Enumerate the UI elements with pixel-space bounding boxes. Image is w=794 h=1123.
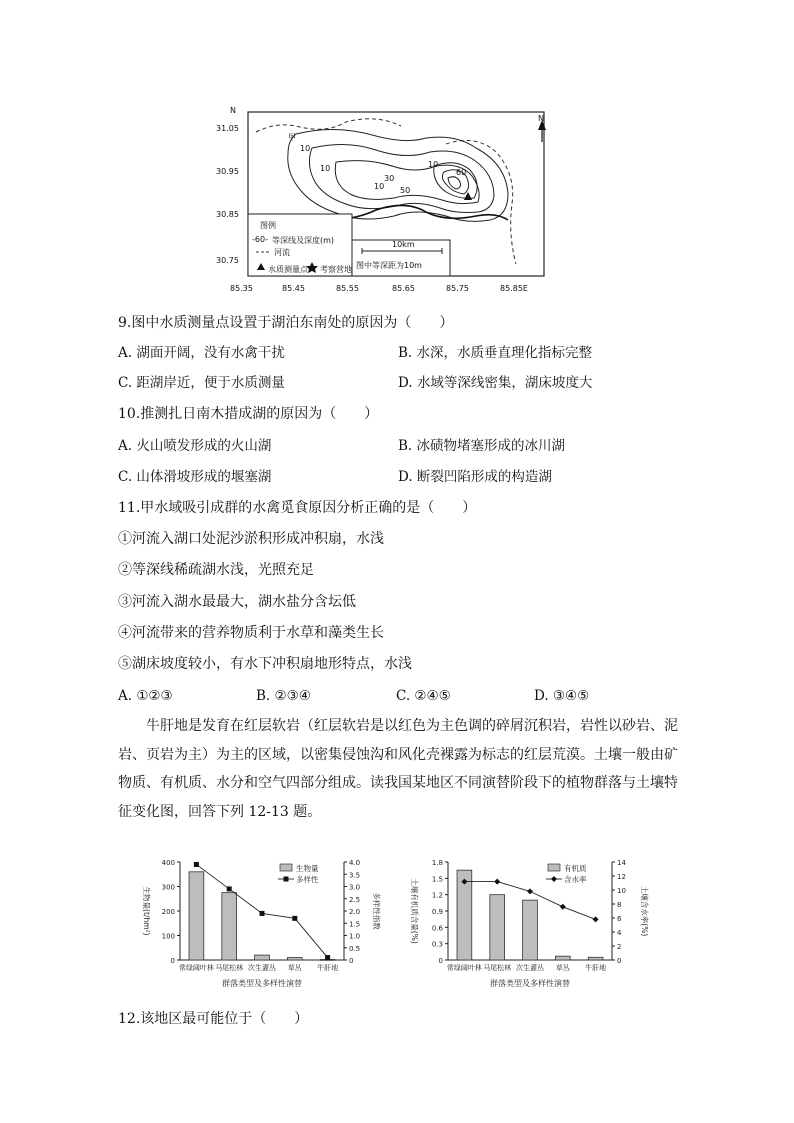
question-10-option-b[interactable]: B. 冰碛物堵塞形成的冰川湖 <box>398 438 566 454</box>
y-tick-label: 0.6 <box>431 924 443 933</box>
contour-label: 10 <box>374 182 385 191</box>
contour-label: 60 <box>456 168 467 177</box>
question-11-statement: ①河流入湖口处泥沙淤积形成冲积扇，水浅 <box>118 531 384 547</box>
contour-label: 10 <box>300 144 311 153</box>
question-11-option-b[interactable]: B. ②③④ <box>256 688 311 704</box>
question-9-option-b[interactable]: B. 水深，水质垂直理化指标完整 <box>398 345 593 361</box>
question-9-option-a[interactable]: A. 湖面开阔，没有水禽干扰 <box>118 345 285 361</box>
point-多样性 <box>227 886 232 891</box>
bar-有机质 <box>523 900 538 960</box>
lat-tick: 30.95 <box>216 167 239 176</box>
category-label: 次生灌丛 <box>516 964 544 972</box>
y2-tick-label: 3.5 <box>349 871 361 880</box>
question-11-statement: ③河流入湖水最最大，湖水盐分含坛低 <box>118 594 356 610</box>
y-tick-label: 1.2 <box>431 891 443 900</box>
category-label: 常绿阔叶林 <box>446 964 482 972</box>
y2-tick-label: 2.5 <box>349 895 361 904</box>
point-含水率 <box>593 916 599 922</box>
y-tick-label: 0 <box>170 957 175 965</box>
legend-bar-label: 有机质 <box>564 864 587 873</box>
question-11-statement: ②等深线稀疏湖水浅，光照充足 <box>118 562 314 578</box>
lon-tick: 85.65 <box>392 284 415 293</box>
y2-tick-label: 10 <box>617 887 626 895</box>
question-11-option-c[interactable]: C. ②④⑤ <box>396 688 451 704</box>
y-tick-label: 0.9 <box>431 908 443 916</box>
y-axis-label: 土壤有机质含量(%) <box>410 878 419 944</box>
y2-axis-label: 多样性指数 <box>372 892 381 930</box>
legend-title: 图例 <box>260 221 276 230</box>
category-label: 牛肝地 <box>585 964 607 972</box>
question-9-stem: 9.图中水质测量点设置于湖泊东南处的原因为（ ） <box>118 315 454 331</box>
y2-tick-label: 6 <box>617 915 622 923</box>
contour-label: 50 <box>400 186 411 195</box>
legend-site: 考察营地 <box>320 265 352 274</box>
question-9-option-c[interactable]: C. 距湖岸近，便于水质测量 <box>118 375 285 391</box>
lat-tick: 30.75 <box>216 256 239 265</box>
contour-label: 10 <box>320 164 331 173</box>
category-label: 次生灌丛 <box>248 964 276 972</box>
scale-label: 10km <box>392 240 415 249</box>
y2-tick-label: 0.5 <box>349 944 361 953</box>
lon-tick: 85.35 <box>230 284 253 293</box>
question-9-option-d[interactable]: D. 水域等深线密集，湖床坡度大 <box>398 375 593 391</box>
category-label: 草丛 <box>287 964 302 972</box>
point-多样性 <box>260 911 265 916</box>
y2-tick-label: 14 <box>617 859 626 867</box>
point-含水率 <box>527 888 533 894</box>
question-12-stem: 12.该地区最可能位于（ ） <box>118 1011 309 1027</box>
y2-axis-label: 土壤含水率(%) <box>640 885 649 937</box>
question-11-option-a[interactable]: A. ①②③ <box>118 688 173 704</box>
question-10-option-d[interactable]: D. 断裂凹陷形成的构造湖 <box>398 469 552 485</box>
point-含水率 <box>494 879 500 885</box>
legend-bar-swatch <box>280 864 292 871</box>
category-label: 草丛 <box>555 964 570 972</box>
chart-organic-svg <box>398 850 660 998</box>
point-多样性 <box>325 955 330 960</box>
y-axis-label: 生物量(t/hm²) <box>142 886 151 936</box>
chart-biomass-diversity <box>130 850 392 998</box>
bar-生物量 <box>222 893 237 960</box>
question-11-statement: ⑤湖床坡度较小，有水下冲积扇地形特点，水浅 <box>118 656 412 672</box>
chart-biomass-svg <box>130 850 392 998</box>
question-10-option-a[interactable]: A. 火山喷发形成的火山湖 <box>118 438 272 454</box>
x-axis-label: 群落类型及多样性演替 <box>490 979 570 988</box>
y2-tick-label: 2 <box>617 943 622 951</box>
legend-contour: 等深线及深度(m) <box>272 236 335 245</box>
y-tick-label: 1.8 <box>431 859 443 867</box>
legend-line-marker <box>284 877 289 882</box>
y-tick-label: 1.5 <box>431 875 443 884</box>
y-tick-label: 0 <box>438 957 443 965</box>
question-11-option-d[interactable]: D. ③④⑤ <box>534 688 590 704</box>
category-label: 牛肝地 <box>317 964 339 972</box>
y2-tick-label: 4.0 <box>349 859 361 867</box>
point-多样性 <box>194 862 199 867</box>
legend-line-label: 含水率 <box>564 875 587 884</box>
legend-line-marker <box>551 876 557 882</box>
y2-tick-label: 1.5 <box>349 920 361 929</box>
chart-organic-moisture <box>398 850 660 998</box>
y-tick-label: 300 <box>161 883 175 892</box>
question-11-statement: ④河流带来的营养物质利于水草和藻类生长 <box>118 625 384 641</box>
y-tick-label: 400 <box>161 859 175 867</box>
lon-tick: 85.55 <box>336 284 359 293</box>
lon-tick: 85.45 <box>282 284 305 293</box>
point-含水率 <box>560 904 566 910</box>
y2-tick-label: 12 <box>617 873 626 881</box>
bar-有机质 <box>555 956 570 960</box>
legend-bar-swatch <box>548 864 560 871</box>
contour-label: 30 <box>384 174 395 183</box>
contour-label: 10 <box>428 160 439 169</box>
y2-tick-label: 4 <box>617 929 622 937</box>
legend-line-label: 多样性 <box>296 875 319 884</box>
y2-tick-label: 0 <box>617 957 622 965</box>
legend-river: 河流 <box>274 248 290 257</box>
legend-bar-label: 生物量 <box>296 864 319 873</box>
y-tick-label: 0.3 <box>431 940 443 949</box>
category-label: 马尾松林 <box>215 964 244 972</box>
category-label: 马尾松林 <box>483 964 512 972</box>
region-label: 甲 <box>288 133 296 142</box>
legend-contour-sample: -60- <box>252 235 268 244</box>
y2-tick-label: 0 <box>349 957 354 965</box>
category-label: 常绿阔叶林 <box>178 964 214 972</box>
y2-tick-label: 8 <box>617 901 622 909</box>
bar-生物量 <box>255 955 270 960</box>
bar-生物量 <box>287 958 302 960</box>
y-tick-label: 100 <box>161 932 175 941</box>
bar-有机质 <box>588 957 603 960</box>
lake-map-figure <box>216 104 560 300</box>
x-axis-label: 群落类型及多样性演替 <box>222 979 302 988</box>
north-arrow-label: N <box>538 114 544 123</box>
y2-tick-label: 3.0 <box>349 883 361 892</box>
y-tick-label: 200 <box>161 908 175 916</box>
contour-interval-note: 图中等深距为10m <box>356 261 422 270</box>
lat-tick: 30.85 <box>216 210 239 219</box>
bar-有机质 <box>490 895 505 960</box>
y2-tick-label: 2.0 <box>349 908 361 916</box>
question-11-stem: 11.甲水域吸引成群的水禽觅食原因分析正确的是（ ） <box>118 500 477 516</box>
point-多样性 <box>292 916 297 921</box>
passage-paragraph: 牛肝地是发育在红层软岩（红层软岩是以红色为主色调的碎屑沉积岩，岩性以砂岩、泥岩、页岩为主）为主的区域，以密集侵蚀沟和风化壳裸露为标志的红层荒漠。土壤一般由矿物质、有机质、水分和空气四部分组成。读我国某地区不同演替阶段下的植物群落与土壤特征变化图，回答下列 12-13 题。 <box>118 718 678 820</box>
north-axis-label: N <box>230 106 236 115</box>
lat-tick: 31.05 <box>216 124 239 133</box>
lon-tick: 85.75 <box>446 284 469 293</box>
y2-tick-label: 1.0 <box>349 932 361 941</box>
bar-生物量 <box>189 872 204 960</box>
legend-station: 水质测量点 <box>268 265 308 274</box>
question-10-option-c[interactable]: C. 山体滑坡形成的堰塞湖 <box>118 469 272 485</box>
question-10-stem: 10.推测扎日南木措成湖的原因为（ ） <box>118 406 379 422</box>
lon-tick: 85.85E <box>500 284 528 293</box>
